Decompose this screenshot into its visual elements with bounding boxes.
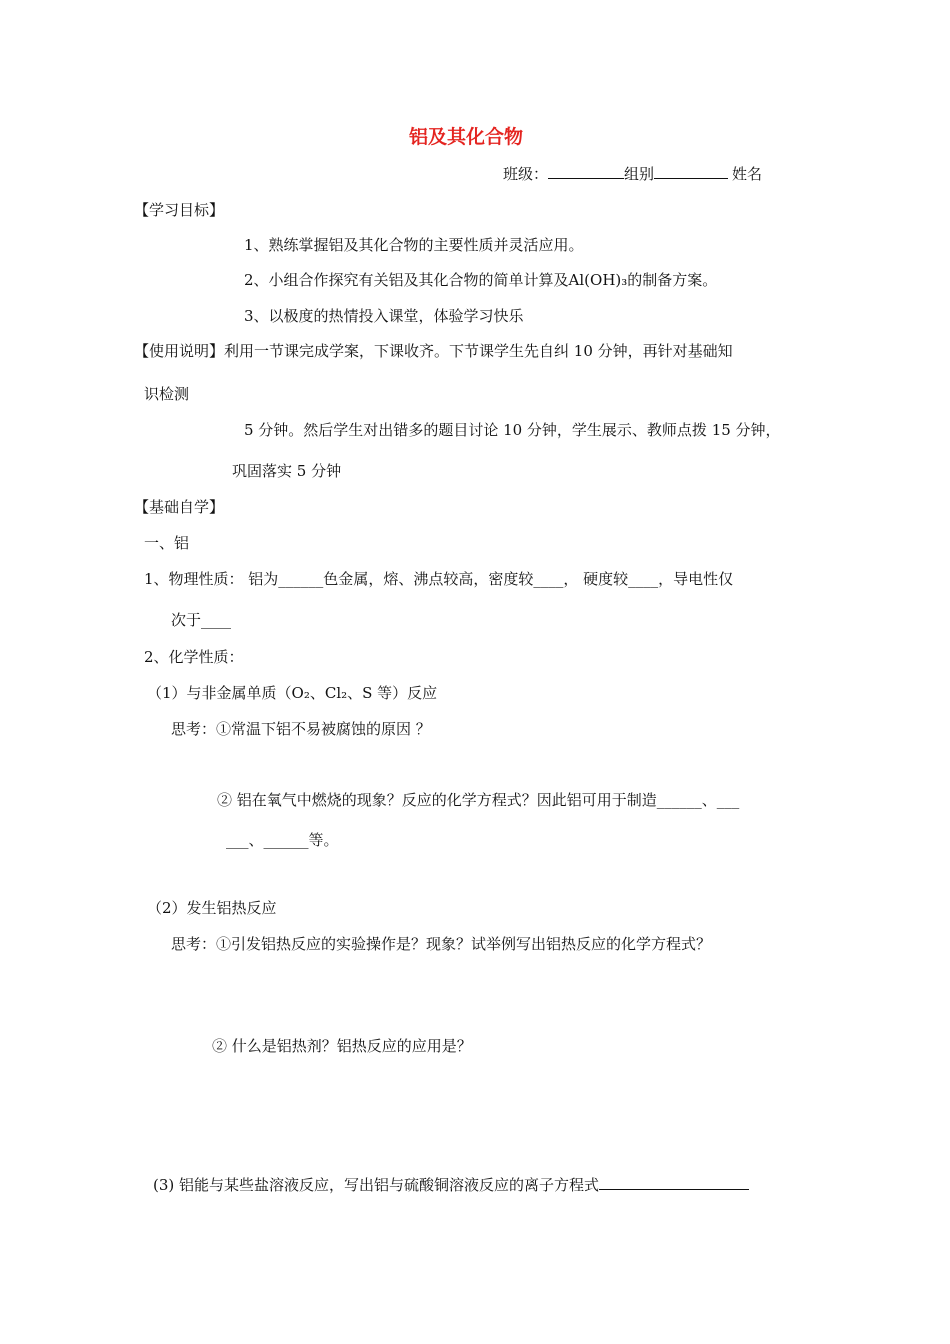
objectives-heading: 【学习目标】 bbox=[134, 201, 225, 219]
chemical-properties: 2、化学性质： bbox=[144, 648, 244, 666]
self-study-heading: 【基础自学】 bbox=[134, 498, 225, 516]
physical-properties-cont: 次于____ bbox=[171, 611, 232, 629]
objective-item: 3、以极度的热情投入课堂，体验学习快乐 bbox=[244, 307, 524, 325]
think-question: 思考：①引发铝热反应的实验操作是？现象？试举例写出铝热反应的化学方程式？ bbox=[171, 935, 712, 953]
class-label: 班级： bbox=[503, 165, 549, 183]
group-label: 组别 bbox=[624, 165, 655, 183]
page-title: 铝及其化合物 bbox=[409, 126, 524, 148]
name-label: 姓名 bbox=[732, 165, 763, 183]
objective-item: 1、熟练掌握铝及其化合物的主要性质并灵活应用。 bbox=[244, 236, 584, 254]
header-info-line bbox=[503, 162, 762, 184]
usage-text: 识检测 bbox=[144, 385, 190, 403]
usage-text: 5 分钟。然后学生对出错多的题目讨论 10 分钟，学生展示、教师点拨 15 分钟， bbox=[244, 421, 781, 439]
subsection-nonmetal: （1）与非金属单质（O₂、Cl₂、S 等）反应 bbox=[147, 684, 438, 702]
group-blank bbox=[654, 162, 728, 179]
class-blank bbox=[548, 162, 624, 179]
physical-properties: 1、物理性质： 铝为______色金属，熔、沸点较高，密度较____， 硬度较____，导电性仅 bbox=[144, 570, 734, 588]
subsection-thermite: （2）发生铝热反应 bbox=[147, 899, 277, 917]
usage-text: 【使用说明】利用一节课完成学案，下课收齐。下节课学生先自纠 10 分钟，再针对基础知 bbox=[134, 342, 733, 360]
think-question: 思考：①常温下铝不易被腐蚀的原因 ？ bbox=[171, 720, 431, 738]
usage-text: 巩固落实 5 分钟 bbox=[232, 462, 342, 480]
subsection-salt-reaction bbox=[153, 1173, 749, 1195]
section-aluminum: 一、铝 bbox=[144, 534, 190, 552]
salt-reaction-text: (3) 铝能与某些盐溶液反应，写出铝与硫酸铜溶液反应的离子方程式 bbox=[153, 1176, 600, 1194]
think-question-cont: ___、______等。 bbox=[226, 831, 339, 849]
answer-blank bbox=[599, 1173, 749, 1190]
think-question: ② 什么是铝热剂？铝热反应的应用是？ bbox=[212, 1037, 472, 1055]
objective-item: 2、小组合作探究有关铝及其化合物的简单计算及Al(OH)₃的制备方案。 bbox=[244, 271, 718, 289]
think-question: ② 铝在氧气中燃烧的现象？反应的化学方程式？因此铝可用于制造______、___ bbox=[217, 791, 740, 809]
